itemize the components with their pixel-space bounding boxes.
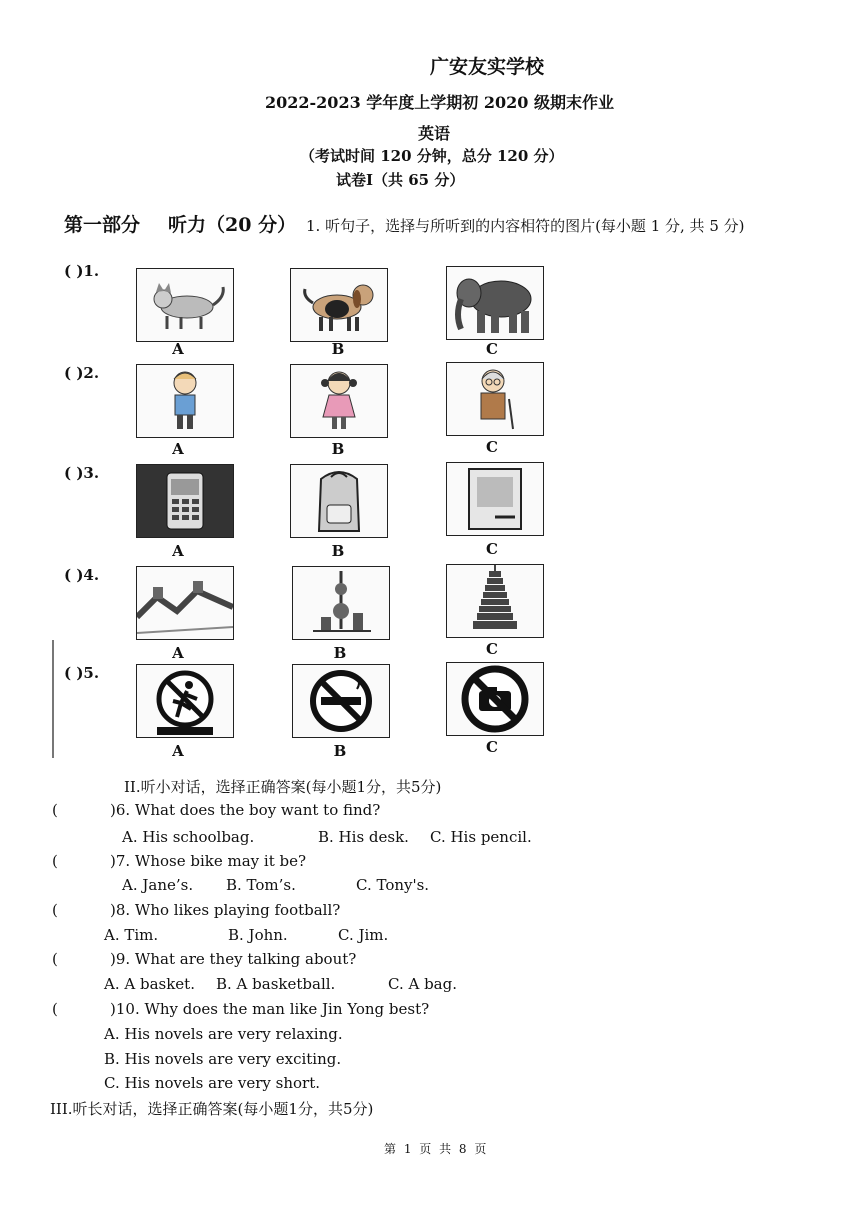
option-c: C. His novels are very short.: [104, 1074, 321, 1092]
option-label: A: [172, 644, 184, 662]
book-icon: [446, 462, 544, 536]
section1-instruction: 1. 听句子，选择与所听到的内容相符的图片(每小题 1 分, 共 5 分): [306, 217, 745, 235]
option-label: B: [331, 542, 345, 560]
section3-title: III.听长对话，选择正确答案(每小题1分，共5分): [50, 1100, 374, 1118]
option-label: C: [486, 738, 498, 756]
option-b: B. John.: [228, 926, 288, 944]
answer-paren: (: [52, 950, 58, 968]
option-a: A. His novels are very relaxing.: [104, 1025, 343, 1043]
elephant-icon: [446, 266, 544, 340]
question-10-stem: )10. Why does the man like Jin Yong best?: [110, 1000, 430, 1018]
question-2-label: ( )2.: [64, 364, 100, 382]
option-label: A: [172, 742, 184, 760]
option-c: C. A bag.: [388, 975, 457, 993]
option-label: B: [333, 644, 347, 662]
option-label: C: [486, 438, 498, 456]
subject-title: 英语: [418, 124, 451, 143]
no-smoking-icon: [292, 664, 390, 738]
option-label: B: [333, 742, 347, 760]
no-running-icon: [136, 664, 234, 738]
phone-icon: [136, 464, 234, 538]
option-b: B. Tom’s.: [226, 876, 296, 894]
part-listening: 听力（20 分）: [168, 214, 297, 236]
option-label: A: [172, 340, 184, 358]
girl-icon: [290, 364, 388, 438]
cat-icon: [136, 268, 234, 342]
option-a: A. A basket.: [104, 975, 195, 993]
question-9-stem: )9. What are they talking about?: [110, 950, 357, 968]
option-label: B: [331, 340, 345, 358]
answer-paren: (: [52, 1000, 58, 1018]
option-b: B. His novels are very exciting.: [104, 1050, 342, 1068]
question-7-stem: )7. Whose bike may it be?: [110, 852, 307, 870]
part-heading: [64, 210, 296, 237]
answer-paren: (: [52, 852, 58, 870]
question-1-label: ( )1.: [64, 262, 100, 280]
section2-title: II.听小对话，选择正确答案(每小题1分，共5分): [124, 778, 442, 796]
question-8-stem: )8. Who likes playing football?: [110, 901, 341, 919]
question-6-stem: )6. What does the boy want to find?: [110, 801, 381, 819]
pagoda-icon: [446, 564, 544, 638]
part-number: 第一部分: [64, 214, 141, 236]
no-photo-icon: [446, 662, 544, 736]
option-label: C: [486, 540, 498, 558]
option-a: A. Tim.: [104, 926, 159, 944]
option-label: C: [486, 340, 498, 358]
tv-tower-icon: [292, 566, 390, 640]
old-woman-icon: [446, 362, 544, 436]
schoolbag-icon: [290, 464, 388, 538]
page-number: 第 1 页 共 8 页: [384, 1142, 489, 1156]
option-b: B. His desk.: [318, 828, 409, 846]
question-5-label: ( )5.: [64, 664, 100, 682]
option-b: B. A basketball.: [216, 975, 336, 993]
dog-icon: [290, 268, 388, 342]
option-label: A: [172, 542, 184, 560]
option-c: C. His pencil.: [430, 828, 532, 846]
great-wall-icon: [136, 566, 234, 640]
scan-edge-line: [52, 640, 54, 758]
answer-paren: (: [52, 801, 58, 819]
school-name: 广安友实学校: [430, 56, 545, 78]
option-a: A. Jane’s.: [122, 876, 194, 894]
option-c: C. Jim.: [338, 926, 389, 944]
answer-paren: (: [52, 901, 58, 919]
option-a: A. His schoolbag.: [122, 828, 255, 846]
question-4-label: ( )4.: [64, 566, 100, 584]
paper-title: 试卷Ⅰ（共 65 分）: [336, 171, 465, 189]
time-score-note: （考试时间 120 分钟，总分 120 分）: [300, 147, 564, 165]
exam-title: 2022-2023 学年度上学期初 2020 级期末作业: [265, 93, 614, 112]
option-c: C. Tony's.: [356, 876, 430, 894]
boy-icon: [136, 364, 234, 438]
option-label: C: [486, 640, 498, 658]
option-label: B: [331, 440, 345, 458]
option-label: A: [172, 440, 184, 458]
question-3-label: ( )3.: [64, 464, 100, 482]
